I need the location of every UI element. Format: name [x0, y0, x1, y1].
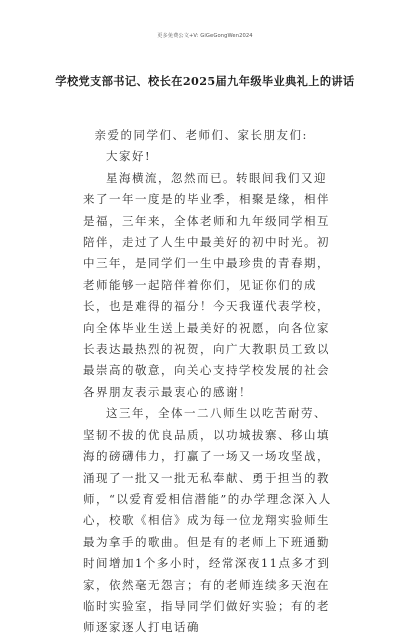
header-note: 更多免费公文+V: GiGeGongWen2024 [157, 33, 253, 39]
greeting: 大家好! [106, 149, 152, 164]
paragraph-1: 星海横流，忽然而已。转眼间我们又迎来了一年一度是的毕业季，相聚是缘，相伴是福，三年来，全体老师和九年级同学相互陪伴，走过了人生中最美好的初中时光。初中三年，是同学们一生中最珍贵的青春期，老师能够一起陪伴着你们，见证你们的成长，也是难得的福分！今天我谨代表学校，向全体毕业生送上最美好的祝愿，向各位家长表达最热烈的祝贺，向广大教职员工致以最崇高的敬意，向关心支持学校发展的社会各界朋友表示最衷心的感谢！ [83, 170, 330, 399]
salutation: 亲爱的同学们、老师们、家长朋友们: [94, 128, 308, 142]
speech-body [83, 125, 333, 639]
paragraph-2: 这三年，全体一二八师生以吃苦耐劳、坚韧不拔的优良品质，以功城拔寨、移山填海的磅礴伟力，打赢了一场又一场攻坚战，涌现了一批又一批无私奉献、勇于担当的教师，“以爱育爱相信潜能”的办学理念深入人心，校歌《相信》成为每一位龙翔实验师生最为拿手的歌曲。但是有的老师上下班通勤时间增加1个多小时，经常深夜11点多才到家，依然毫无怨言；有的老师连续多天泡在临时实验室，指导同学们做好实验；有的老师逐家逐人打电话确 [83, 406, 332, 635]
document-title: 学校党支部书记、校长在2025届九年级毕业典礼上的讲话 [55, 74, 355, 88]
